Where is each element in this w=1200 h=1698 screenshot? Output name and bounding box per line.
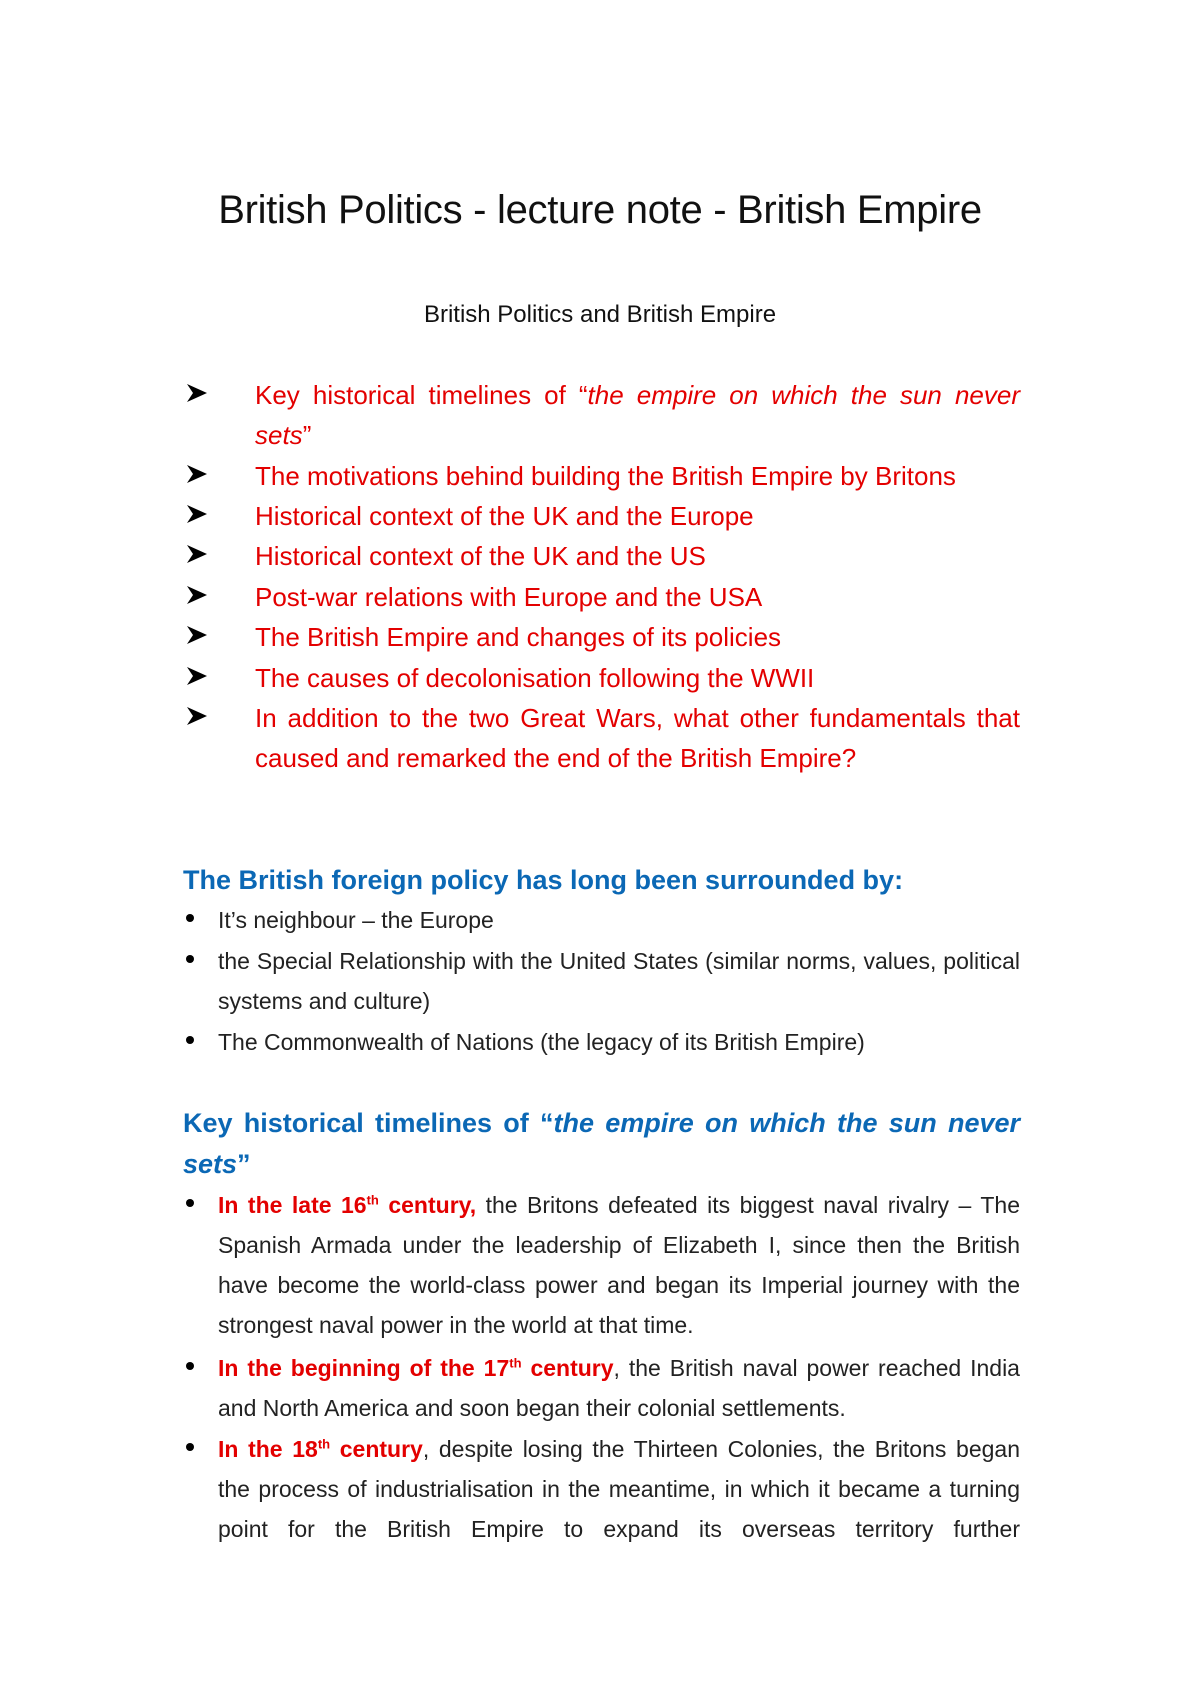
timeline-period: In the beginning of the 17th century	[218, 1355, 614, 1381]
outline-item	[220, 658, 1020, 698]
arrow-bullet-icon	[183, 658, 213, 698]
arrow-bullet-icon	[183, 698, 213, 738]
outline-item-text: The causes of decolonisation following the WWII	[255, 663, 815, 693]
bullet-dot-icon	[186, 1036, 194, 1044]
timeline-description: , despite losing the Thirteen Colonies, the Britons began the process of industrialisation in the meantime, in which it became a turning point for the British Empire to expand its overseas territory further	[218, 1436, 1020, 1542]
list-item: The Commonwealth of Nations (the legacy of its British Empire)	[218, 1022, 1020, 1062]
timeline-item	[218, 1429, 1020, 1549]
bullet-dot-icon	[186, 1199, 194, 1207]
arrow-bullet-icon	[183, 617, 213, 657]
section-heading-timelines: Key historical timelines of “the empire on which the sun never sets”	[183, 1108, 1020, 1179]
bullet-dot-icon	[186, 1443, 194, 1451]
outline-item-text: Post-war relations with Europe and the USA	[255, 582, 763, 612]
timeline-description: , the British naval power reached India and North America and soon began their colonial settlements.	[218, 1355, 1020, 1421]
list-item: It’s neighbour – the Europe	[218, 900, 1020, 940]
timeline-item	[218, 1348, 1020, 1428]
outline-item-text: Historical context of the UK and the Europe	[255, 501, 754, 531]
outline-item-text: The motivations behind building the British Empire by Britons	[255, 461, 956, 491]
list-item: the Special Relationship with the United States (similar norms, values, political systems and culture)	[218, 941, 1020, 1021]
arrow-bullet-icon	[183, 496, 213, 536]
bullet-dot-icon	[186, 955, 194, 963]
outline-item-text: Key historical timelines of “the empire on which the sun never sets”	[255, 380, 1020, 450]
bullet-dot-icon	[186, 1362, 194, 1370]
page-title: British Politics - lecture note - British Empire	[218, 188, 982, 232]
arrow-bullet-icon	[183, 456, 213, 496]
timeline-description: the Britons defeated its biggest naval rivalry – The Spanish Armada under the leadership of Elizabeth I, since then the British have become the world-class power and began its Imperial journey with the strongest naval power in the world at that time.	[218, 1192, 1020, 1338]
outline-item	[220, 456, 1020, 496]
arrow-bullet-icon	[183, 577, 213, 617]
outline-item	[220, 577, 1020, 617]
timeline-period: In the 18th century	[218, 1436, 423, 1462]
arrow-bullet-icon	[183, 375, 213, 415]
arrow-bullet-icon	[183, 536, 213, 576]
timeline-item	[218, 1185, 1020, 1345]
section-heading-foreign-policy: The British foreign policy has long been surrounded by:	[183, 865, 904, 895]
page-subtitle: British Politics and British Empire	[423, 301, 777, 328]
outline-item	[220, 536, 1020, 576]
bullet-dot-icon	[186, 914, 194, 922]
timeline-period: In the late 16th century,	[218, 1192, 477, 1218]
outline-item-text: The British Empire and changes of its policies	[255, 622, 782, 652]
outline-item	[220, 375, 1020, 455]
outline-item-text: Historical context of the UK and the US	[255, 541, 706, 571]
outline-item	[220, 698, 1020, 778]
outline-item-text: In addition to the two Great Wars, what other fundamentals that caused and remarked the end of the British Empire?	[255, 703, 1020, 773]
outline-item	[220, 496, 1020, 536]
outline-item	[220, 617, 1020, 657]
